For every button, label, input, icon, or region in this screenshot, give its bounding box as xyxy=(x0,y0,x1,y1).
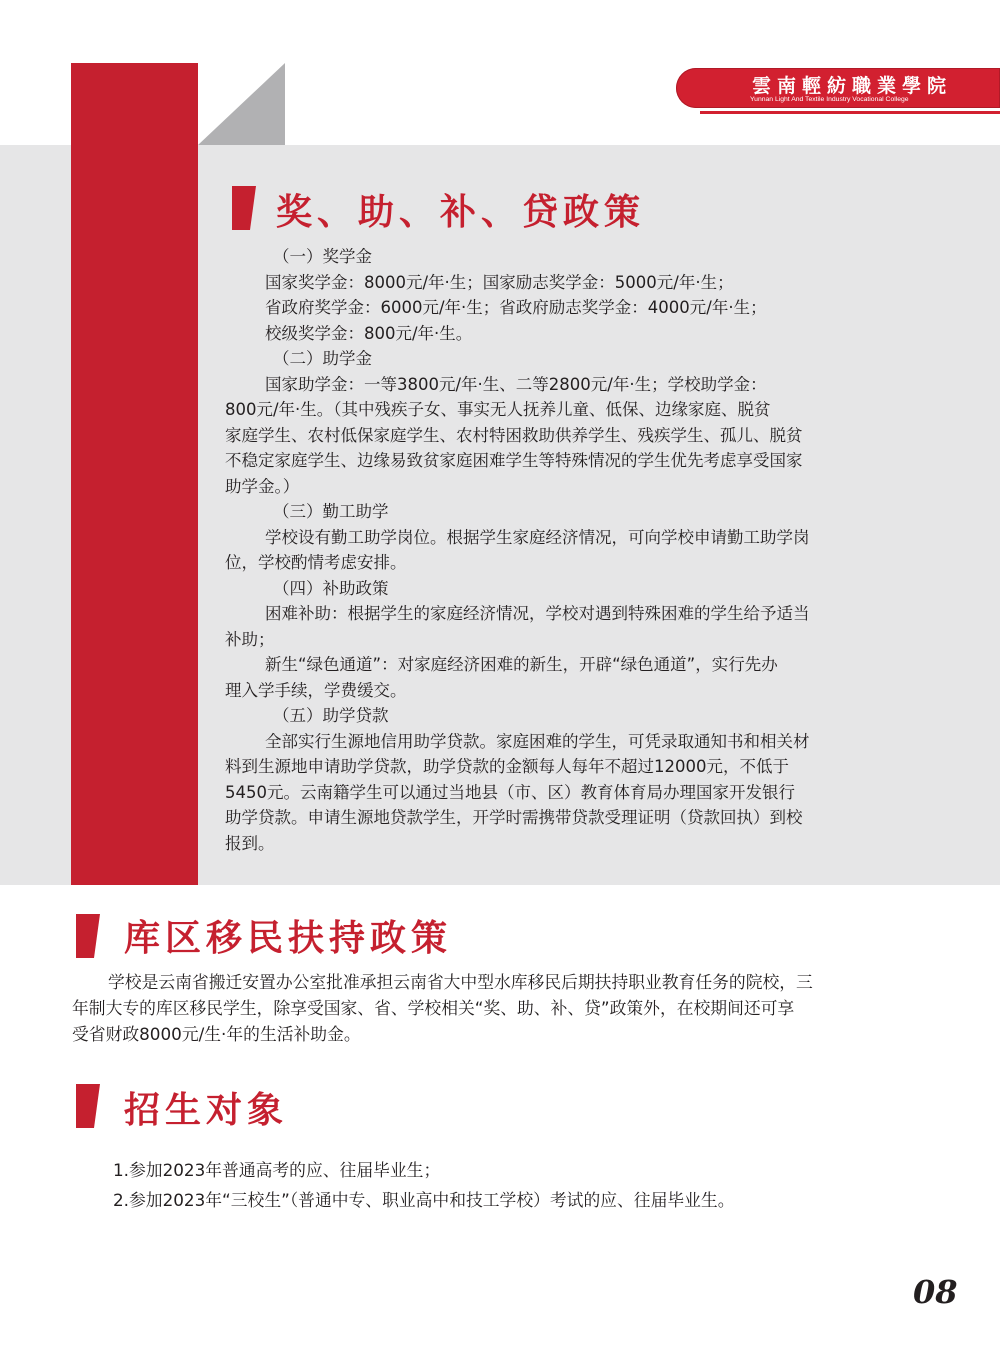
policy-line: （三）勤工助学 xyxy=(273,502,389,521)
policy-line: 800元/年·生。（其中残疾子女、事实无人抚养儿童、低保、边缘家庭、脱贫 xyxy=(225,400,771,419)
policy-line: 助学金。） xyxy=(225,476,300,496)
school-name-cn: 雲南輕紡職業學院 xyxy=(752,75,953,97)
policy-line: 家庭学生、农村低保家庭学生、农村特困救助供养学生、残疾学生、孤儿、脱贫 xyxy=(225,425,803,445)
policy-line: 省政府奖学金：6000元/年·生；省政府励志奖学金：4000元/年·生； xyxy=(265,298,767,317)
page-number: 08 xyxy=(913,1273,958,1311)
policy-line: 不稳定家庭学生、边缘易致贫家庭困难学生等特殊情况的学生优先考虑享受国家 xyxy=(225,451,803,470)
section-marker-2 xyxy=(76,914,100,958)
section-title-resettlement: 库区移民扶持政策 xyxy=(124,918,453,959)
policy-line: 学校设有勤工助学岗位。根据学生家庭经济情况，可向学校申请勤工助学岗 xyxy=(265,527,810,547)
policy-line: 位，学校酌情考虑安排。 xyxy=(225,553,407,572)
section-title-policy: 奖、助、补、贷政策 xyxy=(276,192,646,233)
section-marker-3 xyxy=(76,1084,100,1128)
policy-line: 国家助学金：一等3800元/年·生、二等2800元/年·生；学校助学金： xyxy=(265,374,767,394)
policy-line: 料到生源地申请助学贷款，助学贷款的金额每人每年不超过12000元，不低于 xyxy=(225,757,789,776)
page-fold-shape xyxy=(198,63,285,145)
red-vertical-strip xyxy=(71,63,198,885)
policy-line: 理入学手续，学费缓交。 xyxy=(225,680,407,700)
section-policy-body xyxy=(225,244,885,856)
section-recruitment-body xyxy=(113,1155,913,1215)
policy-line: （一）奖学金 xyxy=(273,247,372,266)
policy-line: （二）助学金 xyxy=(273,349,372,368)
policy-line: 报到。 xyxy=(225,833,275,853)
resettlement-line: 年制大专的库区移民学生，除享受国家、省、学校相关“奖、助、补、贷”政策外，在校期间还可享 xyxy=(72,998,795,1018)
policy-line: 困难补助：根据学生的家庭经济情况，学校对遇到特殊困难的学生给予适当 xyxy=(265,604,810,623)
resettlement-line: 学校是云南省搬迁安置办公室批准承担云南省大中型水库移民后期扶持职业教育任务的院校，三 xyxy=(108,972,813,992)
policy-line: （五）助学贷款 xyxy=(273,706,389,725)
recruitment-item: 2.参加2023年“三校生”（普通中专、职业高中和技工学校）考试的应、往届毕业生。 xyxy=(113,1190,735,1210)
policy-line: （四）补助政策 xyxy=(273,578,389,598)
policy-line: 补助； xyxy=(225,629,275,649)
policy-line: 校级奖学金：800元/年·生。 xyxy=(265,323,473,343)
resettlement-line: 受省财政8000元/生·年的生活补助金。 xyxy=(72,1024,361,1044)
policy-line: 国家奖学金：8000元/年·生；国家励志奖学金：5000元/年·生； xyxy=(265,272,734,292)
section-title-recruitment: 招生对象 xyxy=(124,1090,289,1131)
recruitment-item: 1.参加2023年普通高考的应、往届毕业生； xyxy=(113,1160,441,1180)
policy-line: 5450元。云南籍学生可以通过当地县（市、区）教育体育局办理国家开发银行 xyxy=(225,782,795,802)
school-name-en: Yunnan Light And Textile Industry Vocational College xyxy=(750,96,909,103)
policy-line: 全部实行生源地信用助学贷款。家庭困难的学生，可凭录取通知书和相关材 xyxy=(265,731,810,751)
section-resettlement-body xyxy=(72,969,932,1047)
policy-line: 助学贷款。申请生源地贷款学生，开学时需携带贷款受理证明（贷款回执）到校 xyxy=(225,808,803,827)
policy-line: 新生“绿色通道”：对家庭经济困难的新生，开辟“绿色通道”，实行先办 xyxy=(265,655,778,674)
